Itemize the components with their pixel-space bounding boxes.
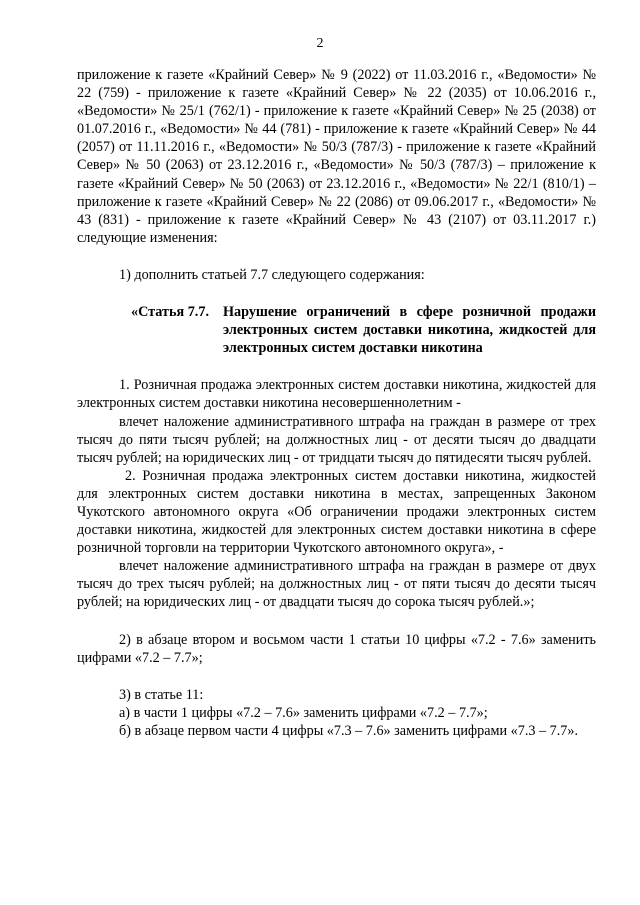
amendment-item-1: 1) дополнить статьей 7.7 следующего содержания: (119, 266, 425, 283)
article-label: «Статья 7.7. (131, 304, 209, 321)
intro-paragraph: приложение к газете «Крайний Север» № 9 (2022) от 11.03.2016 г., «Ведомости» № 22 (759) - приложение к газете «Крайний Север» № 22 (2035) от 10.06.2016 г., «Ведомости» № 25/1 (762/1) - приложение к газете «Крайний Север» № 25 (2038) от 01.07.2016 г., «Ведомости» № 44 (781) - приложение к газете «Крайний Север» № 44 (2057) от 11.11.2016 г., «Ведомости» № 50/3 (787/3) - приложение к газете «Крайний Север» № 50 (2063) от 23.12.2016 г., «Ведомости» № 50/3 (787/3) – приложение к газете «Крайний Север» № 50 (2063) от 23.12.2016 г., «Ведомости» № 22/1 (810/1) – приложение к газете «Крайний Север» № 22 (2086) от 09.06.2017 г., «Ведомости» № 43 (831) - приложение к газете «Крайний Север» № 43 (2107) от 03.11.2017 г.) следующие изменения: (77, 67, 596, 246)
amendment-item-2: 2) в абзаце втором и восьмом части 1 статьи 10 цифры «7.2 - 7.6» заменить цифрами «7.2 – 7.7»; (77, 631, 596, 666)
article-part-1: 1. Розничная продажа электронных систем доставки никотина, жидкостей для электронных систем доставки никотина несовершеннолетним - (77, 377, 596, 412)
article-part-2: 2. Розничная продажа электронных систем доставки никотина, жидкостей для электронных систем доставки никотина в местах, запрещенных Законом Чукотского автономного округа «Об ограничении продажи электронных систем доставки никотина, жидкостей для электронных систем доставки никотина в сфере розничной торговли на территории Чукотского автономного округа», - (77, 467, 596, 557)
article-title: Нарушение ограничений в сфере розничной продажи электронных систем доставки никотина, жидкостей для электронных систем доставки никотина (223, 304, 596, 357)
page-number: 2 (316, 36, 324, 51)
amendment-item-3a: а) в части 1 цифры «7.2 – 7.6» заменить цифрами «7.2 – 7.7»; (119, 704, 488, 721)
document-body (77, 66, 596, 740)
article-heading (77, 303, 596, 357)
article-part-1-penalty: влечет наложение административного штрафа на граждан в размере от трех тысяч до пяти тысяч рублей; на должностных лиц - от десяти тысяч до двадцати тысяч рублей; на юридических лиц - от тридцати тысяч до пятидесяти тысяч рублей. (77, 413, 596, 466)
amendment-item-3: 3) в статье 11: (119, 686, 204, 703)
article-part-2-penalty: влечет наложение административного штрафа на граждан в размере от двух тысяч до трех тысяч рублей; на должностных лиц - от пяти тысяч до десяти тысяч рублей; на юридических лиц - от двадцати тысяч до сорока тысяч рублей.»; (77, 558, 596, 611)
amendment-item-3b: б) в абзаце первом части 4 цифры «7.3 – 7.6» заменить цифрами «7.3 – 7.7». (119, 722, 579, 739)
